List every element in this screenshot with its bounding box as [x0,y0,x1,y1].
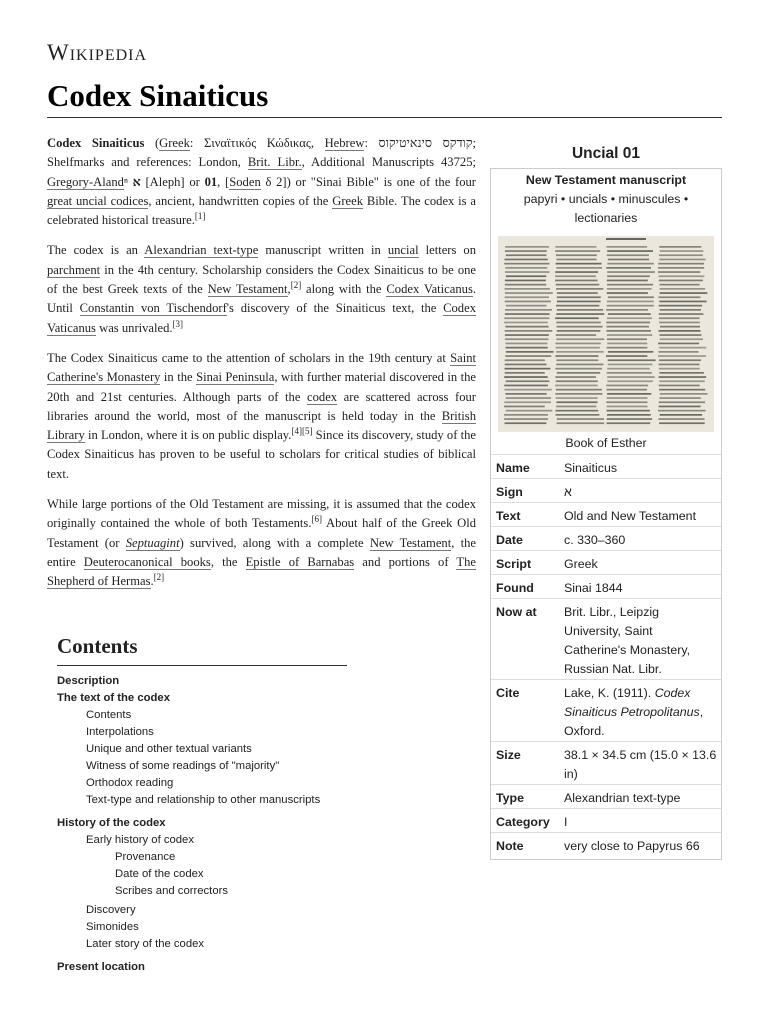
toc-list [57,673,347,976]
infobox-label: Script [496,557,532,571]
article-body [47,134,476,603]
toc-title: Contents [57,634,347,666]
toc-item[interactable]: Provenance [115,851,176,863]
number-01: 01 [204,174,218,189]
paragraph-text-type [47,241,476,337]
toc-item[interactable]: Discovery [86,904,136,916]
infobox-value-text: c. 330–360 [564,533,626,547]
infobox-header [491,169,721,232]
link-gregory-aland[interactable]: Gregory-Aland [47,174,124,189]
infobox-row [491,832,721,859]
manuscript-image-frame [498,236,714,432]
link-greek[interactable]: Greek [159,136,190,150]
infobox-row [491,502,721,526]
text: , with further material discovered in the 20th and 21st centuries. Although parts of the [47,370,477,404]
infobox-label: Sign [496,485,523,499]
infobox-value-text: Lake, K. (1911). [564,686,655,700]
infobox-value [564,551,721,574]
infobox-value-text: , Oxford. [564,705,704,738]
manuscript-image[interactable] [498,236,714,432]
infobox-value [564,455,721,478]
link-codex[interactable]: codex [307,389,338,404]
link-british-library[interactable]: British Library [47,408,476,443]
link-codex-vaticanus[interactable]: Codex Vaticanus [386,282,473,297]
infobox-value [564,742,721,784]
link-epistle-of-barnabas[interactable]: Epistle of Barnabas [245,554,355,569]
infobox-value-text: Old and New Testament [564,509,697,523]
infobox-value [564,809,721,832]
infobox-label: Cite [496,686,520,700]
text: was unrivaled. [95,320,173,335]
toc-item[interactable]: The text of the codex [57,692,170,704]
infobox-row [491,526,721,550]
infobox-rows [491,454,721,859]
toc-item[interactable]: Interpolations [86,726,154,738]
text: in the [160,370,197,385]
text: The Codex Sinaiticus came to the attention of scholars in the 19th century at [47,350,451,365]
infobox-label: Now at [496,605,537,619]
text: While large portions of the Old Testament are missing, it is assumed that the codex originally contained the whole of both Testaments. [47,497,476,531]
text: ⁿ [123,174,133,189]
link-deuterocanonical-books[interactable]: Deuterocanonical books [83,554,211,569]
text: and portions of [354,554,457,569]
text: δ 2]) or "Sinai Bible" is one of the four [260,174,476,189]
citation-ref[interactable]: [3] [172,318,184,329]
text: in the 4th century. Scholarship considers the Codex Sinaiticus to be one of the best Greek texts of the [47,262,476,297]
link-uncial[interactable]: uncial [387,243,419,258]
link-tischendorf[interactable]: Constantin von Tischendorf [79,301,227,316]
link-new-testament[interactable]: New Testament [207,282,288,297]
infobox-value [564,503,721,526]
infobox-label: Type [496,791,524,805]
infobox-value-text: Sinaiticus [564,461,618,475]
infobox-row [491,598,721,679]
text: , [ [217,174,230,189]
toc-item[interactable]: Early history of codex [86,834,194,846]
link-great-uncial-codices[interactable]: great uncial codices [47,193,149,208]
text: in London, where it is on public display. [84,428,292,443]
toc-item[interactable]: Date of the codex [115,868,204,880]
text: , the entire [47,535,477,569]
infobox-label: Text [496,509,521,523]
infobox-label: Note [496,839,524,853]
wikipedia-wordmark[interactable]: Wikipedia [47,40,148,65]
text: , ancient, handwritten copies of the [148,193,333,208]
toc-item[interactable]: Present location [57,961,145,973]
infobox-value [564,575,721,598]
infobox-row [491,808,721,832]
text: : קודקס סינאיטיקוס; Shelfmarks and references: London, [47,136,477,170]
toc-item[interactable]: Witness of some readings of "majority" [86,760,280,772]
text: The codex is an [47,243,145,258]
infobox-value-text: I [564,815,568,829]
infobox-value-text: Brit. Libr., Leipzig University, Saint Catherine's Monastery, Russian Nat. Libr. [564,605,691,676]
text: Since its discovery, study of the Codex Sinaiticus has proven to be useful to scholars for critical studies of biblical text. [47,428,476,481]
infobox-value-text: א [564,485,572,499]
text: . Until [47,282,476,316]
toc-item[interactable]: Scribes and correctors [115,885,229,897]
aleph-sign: א [132,174,141,189]
link-septuagint[interactable]: Septuagint [125,535,180,550]
text: About half of the Greek Old Testament (or [47,516,476,550]
citation-ref[interactable]: [4][5] [291,425,313,436]
text: along with the [301,282,387,297]
infobox-value [564,527,721,550]
infobox-row [491,454,721,478]
infobox-value-italic: Codex Sinaiticus Petropolitanus [564,686,700,719]
infobox-row [491,741,721,784]
infobox-label: Name [496,461,530,475]
link-saint-catherines-monastery[interactable]: Saint Catherine's Monastery [47,350,476,385]
infobox-label: Size [496,748,521,762]
term-bold: Codex Sinaiticus [47,136,145,150]
toc-item[interactable]: Unique and other textual variants [86,743,252,755]
text: . [150,574,154,589]
infobox-value [564,785,721,808]
title-divider [47,117,722,118]
infobox-value [564,599,721,679]
toc-item[interactable]: Orthodox reading [86,777,174,789]
text: manuscript written in [258,243,388,258]
paragraph-discovery [47,349,476,484]
toc-item[interactable]: Later story of the codex [86,938,205,950]
infobox-value [564,833,721,856]
link-soden[interactable]: Soden [229,174,261,189]
text: [Aleph] or [140,174,205,189]
link-shepherd-of-hermas[interactable]: The Shepherd of Hermas [47,554,476,589]
link-parchment[interactable]: parchment [47,262,101,277]
citation-ref[interactable]: [2] [153,572,165,583]
link-alexandrian-text-type[interactable]: Alexandrian text-type [144,243,259,258]
link-new-testament-2[interactable]: New Testament [369,535,452,550]
infobox-row [491,550,721,574]
text: : Σιναϊτικός Κώδικας, [189,136,325,150]
infobox-value-text: 38.1 × 34.5 cm (15.0 × 13.6 in) [564,748,717,781]
text: ) survived, along with a complete [179,535,370,550]
toc-item[interactable]: Text-type and relationship to other manuscripts [86,794,321,806]
infobox-label: Found [496,581,534,595]
text: are scattered across four libraries around the world, most of the manuscript is held today in the [47,389,476,423]
infobox-value-text: very close to Papyrus 66 [564,839,700,853]
infobox-table [490,168,722,860]
infobox-row [491,574,721,598]
text: , the [210,554,246,569]
infobox-value-text: Greek [564,557,598,571]
paragraph-intro [47,134,476,230]
infobox-subheader[interactable]: papyri • uncials • minuscules • lectionaries [523,192,689,225]
citation-ref[interactable]: [2] [290,279,302,290]
infobox-row [491,478,721,502]
citation-ref[interactable]: [1] [194,211,206,221]
text: 's discovery of the Sinaiticus text, the [226,301,444,316]
citation-ref[interactable]: [6] [311,514,322,525]
infobox-row [491,784,721,808]
infobox-value [564,479,721,502]
infobox-label: Category [496,815,550,829]
infobox-header-title: New Testament manuscript [525,173,687,187]
text: Bible. The codex is a celebrated historical treasure. [47,193,477,228]
infobox-value-text: Alexandrian text-type [564,791,681,805]
infobox-value-text: Sinai 1844 [564,581,623,595]
image-caption: Book of Esther [565,436,647,450]
toc-item[interactable]: Contents [86,709,132,721]
text: , Additional Manuscripts 43725; [301,155,476,170]
infobox-label: Date [496,533,523,547]
toc-item[interactable]: Description [57,675,120,687]
infobox-value [564,680,721,741]
paragraph-contents [47,495,476,591]
table-of-contents [57,634,347,976]
text: , [287,282,291,297]
infobox-row [491,679,721,741]
link-hebrew[interactable]: Hebrew [324,136,365,150]
link-sinai-peninsula[interactable]: Sinai Peninsula [196,370,275,385]
text: ( [144,136,160,150]
link-greek-bible[interactable]: Greek [332,193,363,208]
toc-item[interactable]: History of the codex [57,817,166,829]
page-title: Codex Sinaiticus [47,78,269,113]
toc-item[interactable]: Simonides [86,921,139,933]
link-brit-libr[interactable]: Brit. Libr. [247,155,302,170]
link-codex-vaticanus-2[interactable]: Codex Vaticanus [47,301,476,335]
infobox [490,140,722,860]
infobox-caption: Uncial 01 [571,145,641,162]
text: letters on [418,243,476,258]
